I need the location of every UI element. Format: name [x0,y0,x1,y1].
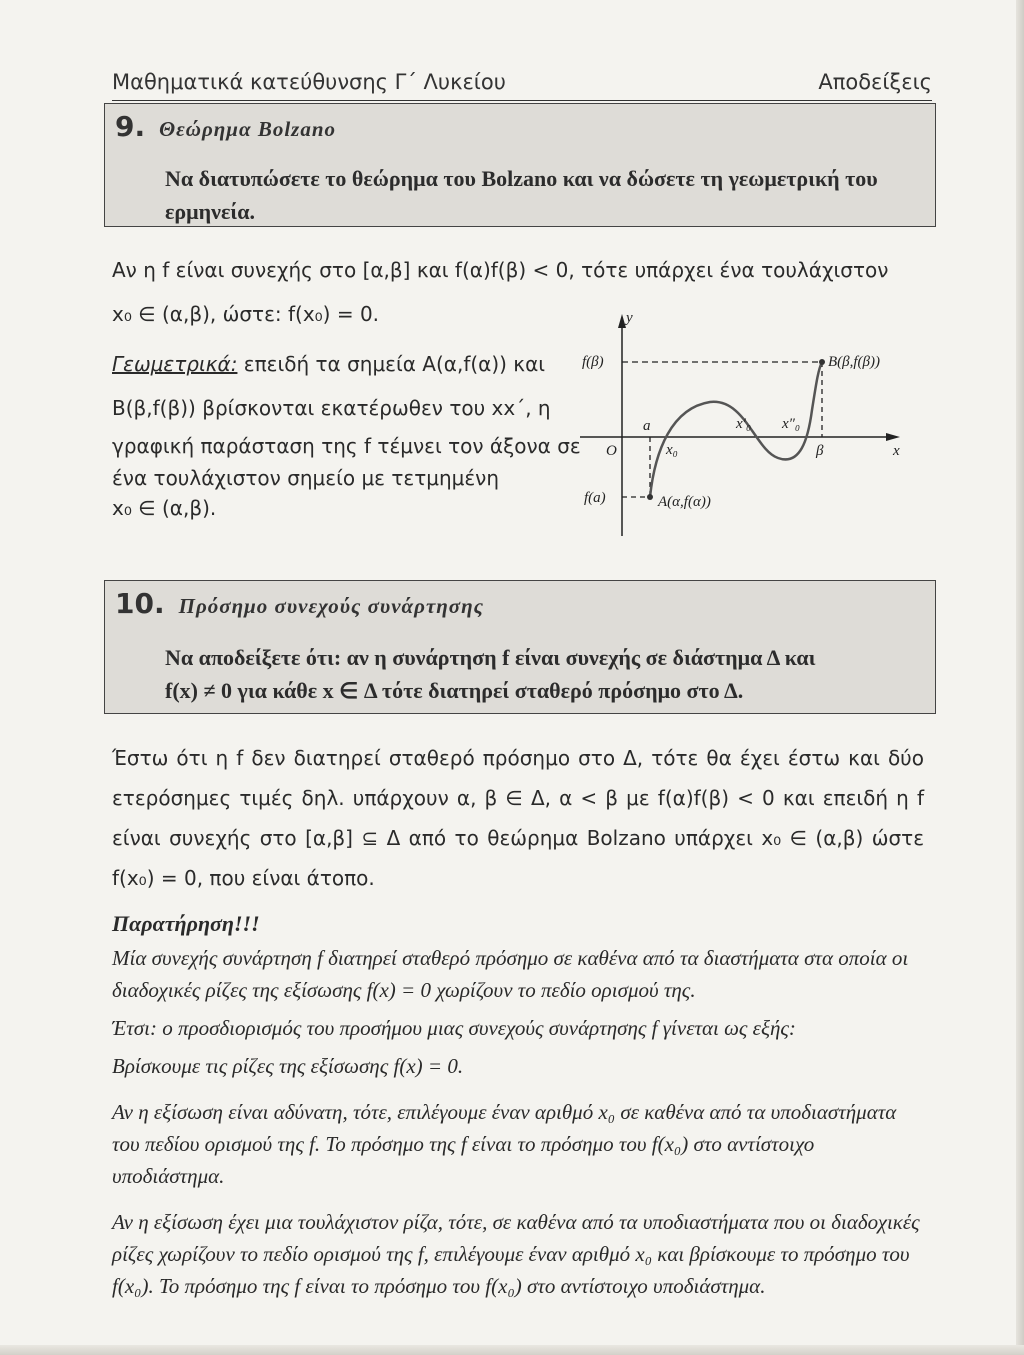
geometric-line-4: ένα τουλάχιστον σημείο με τετμημένη [112,466,500,490]
remark-paragraph-2: Έτσι: ο προσδιορισμός του προσήμου μιας συνεχούς συνάρτησης f γίνεται ως εξής: [112,1016,796,1040]
page-edge [1016,0,1024,1355]
theorem-line-1: Αν η f είναι συνεχής στο [α,β] και f(α)f(β) < 0, τότε υπάρχει ένα τουλάχιστον [112,258,889,282]
header-title: Μαθηματικά κατεύθυνσης Γ΄ Λυκείου [112,70,506,94]
y-axis-arrow [618,314,626,328]
section-number: 10. [115,587,165,620]
bolzano-graph-svg [560,300,930,540]
task-line-1: Να αποδείξετε ότι: αν η συνάρτηση f είναι συνεχής σε διάστημα Δ και [165,645,816,670]
remark-paragraph-5: Αν η εξίσωση έχει μια τουλάχιστον ρίζα, τότε, σε καθένα από τα υποδιαστήματα που οι διαδοχικές ρίζες χωρίζουν το πεδίο ορισμού της f, επιλέγουμε έναν αριθμό x₀ και βρίσκουμε το πρόσημο του f(x₀). Το πρόσημο της f είναι το πρόσημο του f(x₀) στο αντίστοιχο υποδιάστημα. [112,1210,920,1298]
origin-label: O [606,443,617,459]
header-section: Αποδείξεις [818,70,932,94]
point-b [819,359,825,365]
geometric-line-2: B(β,f(β)) βρίσκονται εκατέρωθεν του xx΄, η [112,396,551,420]
x0-double-prime-label: x″₀ [782,416,801,432]
page-edge [0,1345,1024,1355]
theorem-line-2: x₀ ∈ (α,β), ώστε: f(x₀) = 0. [112,302,380,326]
section-9-task: Να διατυπώσετε το θεώρημα του Bolzano και να δώσετε τη γεωμετρική του ερμηνεία. [165,166,878,224]
x0-prime-label: x′₀ [736,416,752,432]
section-number: 9. [115,110,146,143]
geometric-text: επειδή τα σημεία A(α,f(α)) και [237,352,546,376]
task-line-2: f(x) ≠ 0 για κάθε x ∈ Δ τότε διατηρεί σταθερό πρόσημο στο Δ. [165,678,744,703]
page-header [112,68,932,101]
section-10-task [165,641,923,707]
x-axis-arrow [886,433,900,441]
remark-paragraph-4: Αν η εξίσωση είναι αδύνατη, τότε, επιλέγουμε έναν αριθμό x₀ σε καθένα από τα υποδιαστήματα του πεδίου ορισμού της f. Το πρόσημο της f είναι το πρόσημο του f(x₀) στο αντίστοιχο υποδιάστημα. [112,1100,897,1188]
section-title: Θεώρημα Bolzano [159,117,337,141]
fb-label: f(β) [582,354,604,370]
remark-paragraph-3: Βρίσκουμε τις ρίζες της εξίσωσης f(x) = 0. [112,1054,464,1078]
section-9-heading [115,110,336,143]
geometric-line-5: x₀ ∈ (α,β). [112,496,217,520]
section-title: Πρόσημο συνεχούς συνάρτησης [178,594,485,618]
geometric-line-3: γραφική παράσταση της f τέμνει τον άξονα σε [112,434,581,458]
proof-paragraph: Έστω ότι η f δεν διατηρεί σταθερό πρόσημο στο Δ, τότε θα έχει έστω και δύο ετερόσημες τιμές δηλ. υπάρχουν α, β ∈ Δ, α < β με f(α)f(β) < 0 και επειδή η f είναι συνεχής στο [α,β] ⊆ Δ από το θεώρημα Bolzano υπάρχει x₀ ∈ (α,β) ώστε f(x₀) = 0, που είναι άτοπο. [112,746,924,890]
section-9-box [104,103,936,227]
point-a [647,494,653,500]
bolzano-graph [560,300,930,540]
remark-title: Παρατήρηση!!! [112,911,260,936]
x-label: x [893,443,900,459]
point-a-label: A(α,f(α)) [658,494,711,510]
point-b-label: B(β,f(β)) [828,354,881,370]
section-10-heading [115,587,484,620]
fa-label: f(a) [584,490,606,506]
x0-label: x₀ [666,442,678,458]
a-tick-label: a [643,418,651,434]
remark-paragraph-1: Μία συνεχής συνάρτηση f διατηρεί σταθερό πρόσημο σε καθένα από τα διαστήματα στα οποία οι διαδοχικές ρίζες της εξίσωσης f(x) = 0 χωρίζουν το πεδίο ορισμού της. [112,946,909,1002]
section-10-box [104,580,936,714]
b-tick-label: β [816,443,824,459]
geometric-line-1 [112,352,545,376]
geometric-label: Γεωμετρικά: [112,352,238,376]
y-label: y [626,310,633,326]
